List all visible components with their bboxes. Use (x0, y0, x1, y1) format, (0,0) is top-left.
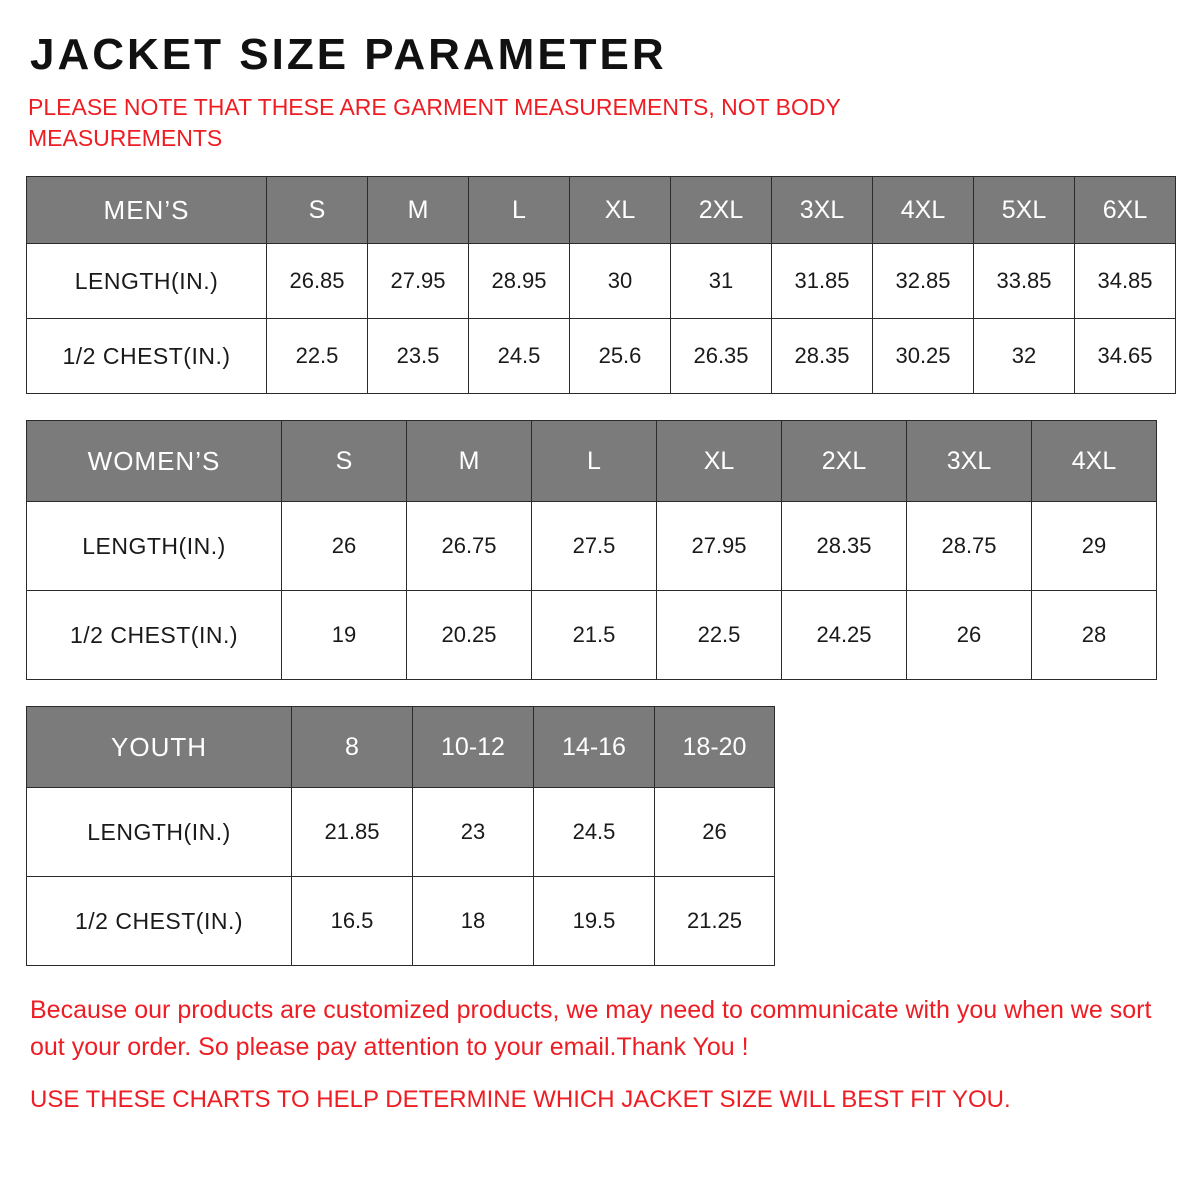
cell-value: 28 (1032, 591, 1157, 680)
cell-value: 32.85 (873, 244, 974, 319)
cell-value: 34.65 (1075, 319, 1176, 394)
cell-value: 28.35 (782, 502, 907, 591)
cell-value: 20.25 (407, 591, 532, 680)
womens-size-table (26, 420, 1157, 680)
cell-value: 19 (282, 591, 407, 680)
table-row (27, 877, 775, 966)
youth-category-label: YOUTH (27, 707, 292, 788)
womens-size-header: M (407, 421, 532, 502)
cell-value: 19.5 (534, 877, 655, 966)
cell-value: 30 (570, 244, 671, 319)
cell-value: 24.5 (469, 319, 570, 394)
cell-value: 18 (413, 877, 534, 966)
cell-value: 31.85 (772, 244, 873, 319)
cell-value: 30.25 (873, 319, 974, 394)
cell-value: 26 (655, 788, 775, 877)
row-label: 1/2 CHEST(IN.) (27, 877, 292, 966)
youth-size-header: 14-16 (534, 707, 655, 788)
cell-value: 25.6 (570, 319, 671, 394)
table-row (27, 591, 1157, 680)
mens-category-label: MEN’S (27, 177, 267, 244)
row-label: LENGTH(IN.) (27, 244, 267, 319)
cell-value: 27.95 (368, 244, 469, 319)
youth-size-table (26, 706, 775, 966)
chart-usage-note: USE THESE CHARTS TO HELP DETERMINE WHICH JACKET SIZE WILL BEST FIT YOU. (30, 1085, 1011, 1113)
row-label: LENGTH(IN.) (27, 788, 292, 877)
garment-measurement-note: PLEASE NOTE THAT THESE ARE GARMENT MEASUREMENTS, NOT BODY MEASUREMENTS (28, 94, 841, 152)
mens-size-header: 6XL (1075, 177, 1176, 244)
cell-value: 26.85 (267, 244, 368, 319)
womens-category-label: WOMEN’S (27, 421, 282, 502)
womens-size-header: 4XL (1032, 421, 1157, 502)
youth-size-header: 18-20 (655, 707, 775, 788)
row-label: LENGTH(IN.) (27, 502, 282, 591)
womens-size-header: L (532, 421, 657, 502)
youth-size-header: 10-12 (413, 707, 534, 788)
womens-size-header: 3XL (907, 421, 1032, 502)
mens-size-header: M (368, 177, 469, 244)
cell-value: 27.5 (532, 502, 657, 591)
cell-value: 29 (1032, 502, 1157, 591)
cell-value: 26.75 (407, 502, 532, 591)
cell-value: 23 (413, 788, 534, 877)
row-label: 1/2 CHEST(IN.) (27, 319, 267, 394)
cell-value: 34.85 (1075, 244, 1176, 319)
cell-value: 21.25 (655, 877, 775, 966)
mens-size-header: 4XL (873, 177, 974, 244)
table-row (27, 319, 1176, 394)
table-row (27, 244, 1176, 319)
youth-size-header: 8 (292, 707, 413, 788)
womens-size-header: 2XL (782, 421, 907, 502)
cell-value: 33.85 (974, 244, 1075, 319)
table-header-row (27, 177, 1176, 244)
cell-value: 28.35 (772, 319, 873, 394)
mens-size-header: 5XL (974, 177, 1075, 244)
cell-value: 32 (974, 319, 1075, 394)
table-row (27, 788, 775, 877)
cell-value: 26 (282, 502, 407, 591)
table-header-row (27, 707, 775, 788)
cell-value: 26.35 (671, 319, 772, 394)
womens-size-header: S (282, 421, 407, 502)
table-header-row (27, 421, 1157, 502)
cell-value: 22.5 (657, 591, 782, 680)
cell-value: 28.75 (907, 502, 1032, 591)
cell-value: 23.5 (368, 319, 469, 394)
cell-value: 24.25 (782, 591, 907, 680)
table-row (27, 502, 1157, 591)
cell-value: 21.85 (292, 788, 413, 877)
mens-size-header: 2XL (671, 177, 772, 244)
mens-size-table (26, 176, 1176, 394)
womens-size-header: XL (657, 421, 782, 502)
customization-note: Because our products are customized products, we may need to communicate with you when we sort out your order. So please pay attention to your email.Thank You ! (30, 996, 1152, 1061)
mens-size-header: S (267, 177, 368, 244)
page-title: JACKET SIZE PARAMETER (30, 30, 667, 79)
mens-size-header: 3XL (772, 177, 873, 244)
cell-value: 26 (907, 591, 1032, 680)
cell-value: 27.95 (657, 502, 782, 591)
mens-size-header: XL (570, 177, 671, 244)
cell-value: 28.95 (469, 244, 570, 319)
cell-value: 24.5 (534, 788, 655, 877)
mens-size-header: L (469, 177, 570, 244)
row-label: 1/2 CHEST(IN.) (27, 591, 282, 680)
cell-value: 21.5 (532, 591, 657, 680)
cell-value: 31 (671, 244, 772, 319)
cell-value: 22.5 (267, 319, 368, 394)
cell-value: 16.5 (292, 877, 413, 966)
